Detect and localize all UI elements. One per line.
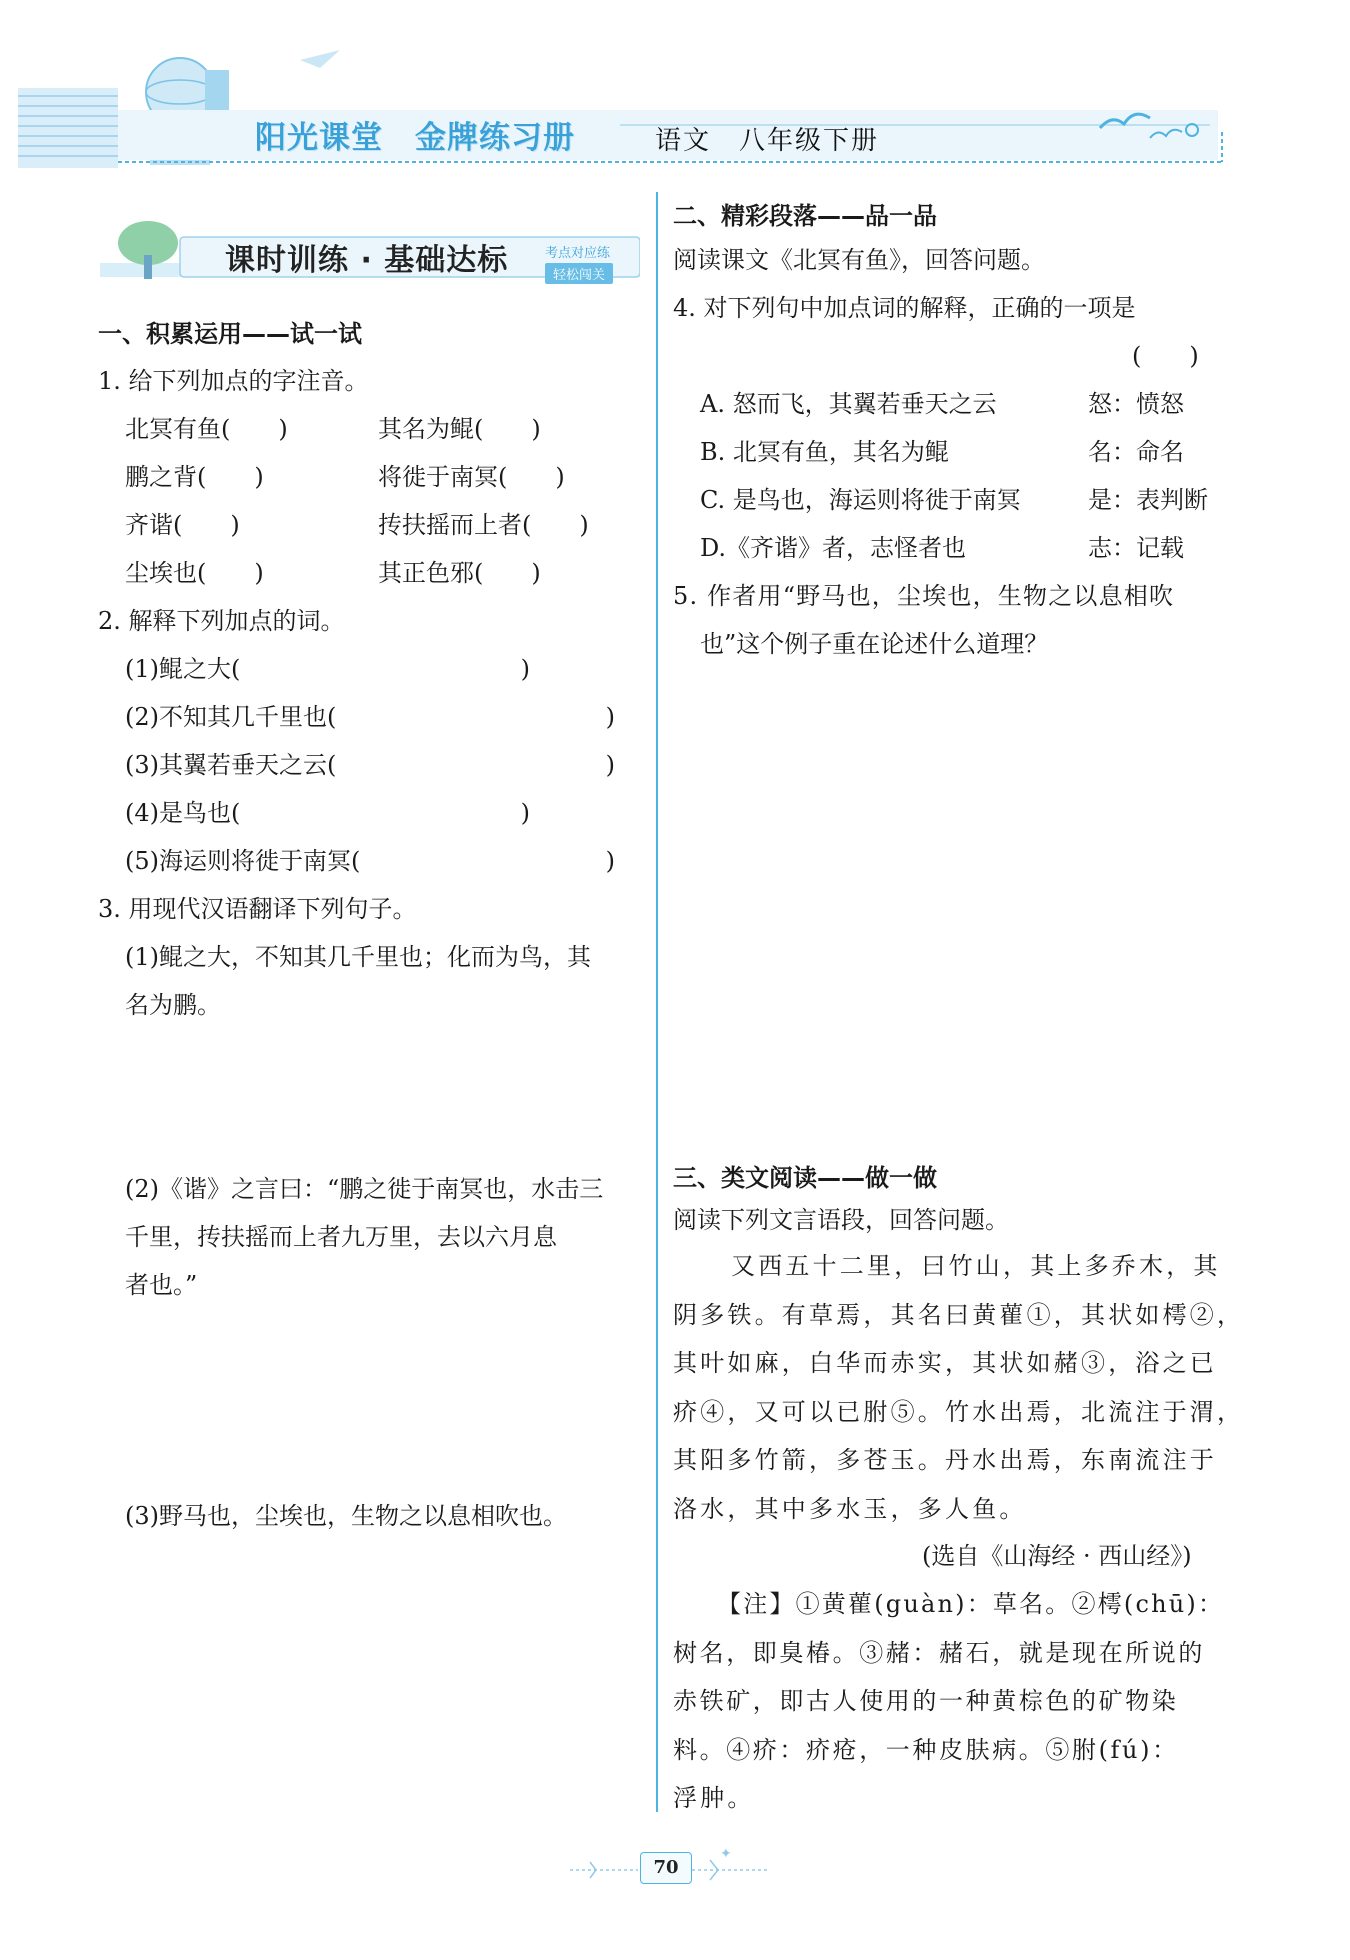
section-3-heading: 三、类文阅读——做一做	[673, 1164, 937, 1192]
q2-item: (3)其翼若垂天之云( )	[125, 751, 615, 779]
passage-notes	[673, 1580, 1225, 1823]
section-3-intro: 阅读下列文言语段，回答问题。	[673, 1206, 1009, 1234]
q2-item: (1)鲲之大( )	[125, 655, 530, 683]
question-5-line-2: 也”这个例子重在论述什么道理？	[700, 630, 1049, 658]
passage-line: 洛水，其中多水玉，多人鱼。	[673, 1494, 1027, 1523]
question-4: 4. 对下列句中加点词的解释，正确的一项是	[673, 294, 1136, 322]
q3-2-line-3: 者也。”	[125, 1271, 198, 1299]
q4-option-b: B. 北冥有鱼，其名为鲲	[700, 438, 949, 466]
lesson-banner	[100, 215, 640, 295]
brand-title: 阳光课堂 金牌练习册	[255, 120, 575, 156]
passage-line: 又西五十二里，曰竹山，其上多乔木，其	[731, 1252, 1221, 1280]
q1-item: 抟扶摇而上者( )	[378, 511, 589, 539]
section-1-heading: 一、积累运用——试一试	[98, 320, 362, 348]
question-2: 2. 解释下列加点的词。	[98, 607, 345, 635]
question-1: 1. 给下列加点的字注音。	[98, 367, 369, 395]
note-line: 赤铁矿，即古人使用的一种黄棕色的矿物染	[673, 1687, 1179, 1715]
q4-option-a-answer: 怒：愤怒	[1088, 390, 1184, 418]
classical-passage	[673, 1242, 1245, 1533]
q4-option-b-answer: 名：命名	[1088, 438, 1184, 466]
note-line: 料。④疥：疥疮，一种皮肤病。⑤胕(fú)：	[673, 1735, 1179, 1764]
note-line: 浮肿。	[673, 1784, 755, 1812]
q4-option-c-answer: 是：表判断	[1088, 486, 1208, 514]
q4-answer-paren: ( )	[1132, 342, 1199, 370]
page-header	[0, 0, 1350, 175]
q4-option-d-answer: 志：记载	[1088, 534, 1184, 562]
q4-option-a: A. 怒而飞，其翼若垂天之云	[700, 390, 997, 418]
q3-2-line-2: 千里，抟扶摇而上者九万里，去以六月息	[125, 1223, 557, 1251]
question-3: 3. 用现代汉语翻译下列句子。	[98, 895, 417, 923]
banner-tag: 轻松闯关	[545, 263, 613, 284]
q3-2-line-1: (2)《谐》之言曰：“鹏之徙于南冥也，水击三	[125, 1175, 604, 1203]
q2-item: (2)不知其几千里也( )	[125, 703, 615, 731]
q1-item: 其名为鲲( )	[378, 415, 541, 443]
q3-3: (3)野马也，尘埃也，生物之以息相吹也。	[125, 1502, 567, 1530]
passage-line: 其叶如麻，白华而赤实，其状如赭③，浴之已	[673, 1349, 1217, 1377]
q2-item: (4)是鸟也( )	[125, 799, 530, 827]
banner-small: 考点对应练	[545, 246, 611, 261]
star-icon: ✦	[720, 1846, 732, 1862]
note-line: 树名，即臭椿。③赭：赭石，就是现在所说的	[673, 1638, 1205, 1667]
column-divider	[656, 192, 658, 1812]
section-2-intro: 阅读课文《北冥有鱼》，回答问题。	[673, 246, 1045, 274]
passage-line: 其阳多竹箭，多苍玉。丹水出焉，东南流注于	[673, 1446, 1217, 1474]
section-2-heading: 二、精彩段落——品一品	[673, 202, 937, 230]
page-number: 70	[640, 1852, 692, 1884]
banner-title: 课时训练 · 基础达标	[225, 243, 509, 278]
q1-item: 齐谐( )	[125, 511, 240, 539]
passage-source: (选自《山海经 · 西山经》)	[922, 1542, 1192, 1570]
q4-option-c: C. 是鸟也，海运则将徙于南冥	[700, 486, 1021, 514]
note-line: 【注】①黄雚(guàn)：草名。②樗(chū)：	[717, 1590, 1225, 1618]
q3-1-line-2: 名为鹏。	[125, 991, 221, 1019]
q1-item: 北冥有鱼( )	[125, 415, 288, 443]
passage-line: 阴多铁。有草焉，其名曰黄雚①，其状如樗②，	[673, 1300, 1245, 1329]
q1-item: 尘埃也( )	[125, 559, 264, 587]
subject-grade: 语文 八年级下册	[655, 126, 880, 156]
q3-1-line-1: (1)鲲之大，不知其几千里也；化而为鸟，其	[125, 943, 591, 971]
q4-option-d: D.《齐谐》者，志怪者也	[700, 534, 967, 562]
passage-line: 疥④，又可以已胕⑤。竹水出焉，北流注于渭，	[673, 1397, 1245, 1426]
q2-item: (5)海运则将徙于南冥( )	[125, 847, 615, 875]
question-5-line-1: 5. 作者用“野马也，尘埃也，生物之以息相吹	[673, 582, 1175, 610]
q1-item: 将徙于南冥( )	[378, 463, 565, 491]
q1-item: 其正色邪( )	[378, 559, 541, 587]
q1-item: 鹏之背( )	[125, 463, 264, 491]
